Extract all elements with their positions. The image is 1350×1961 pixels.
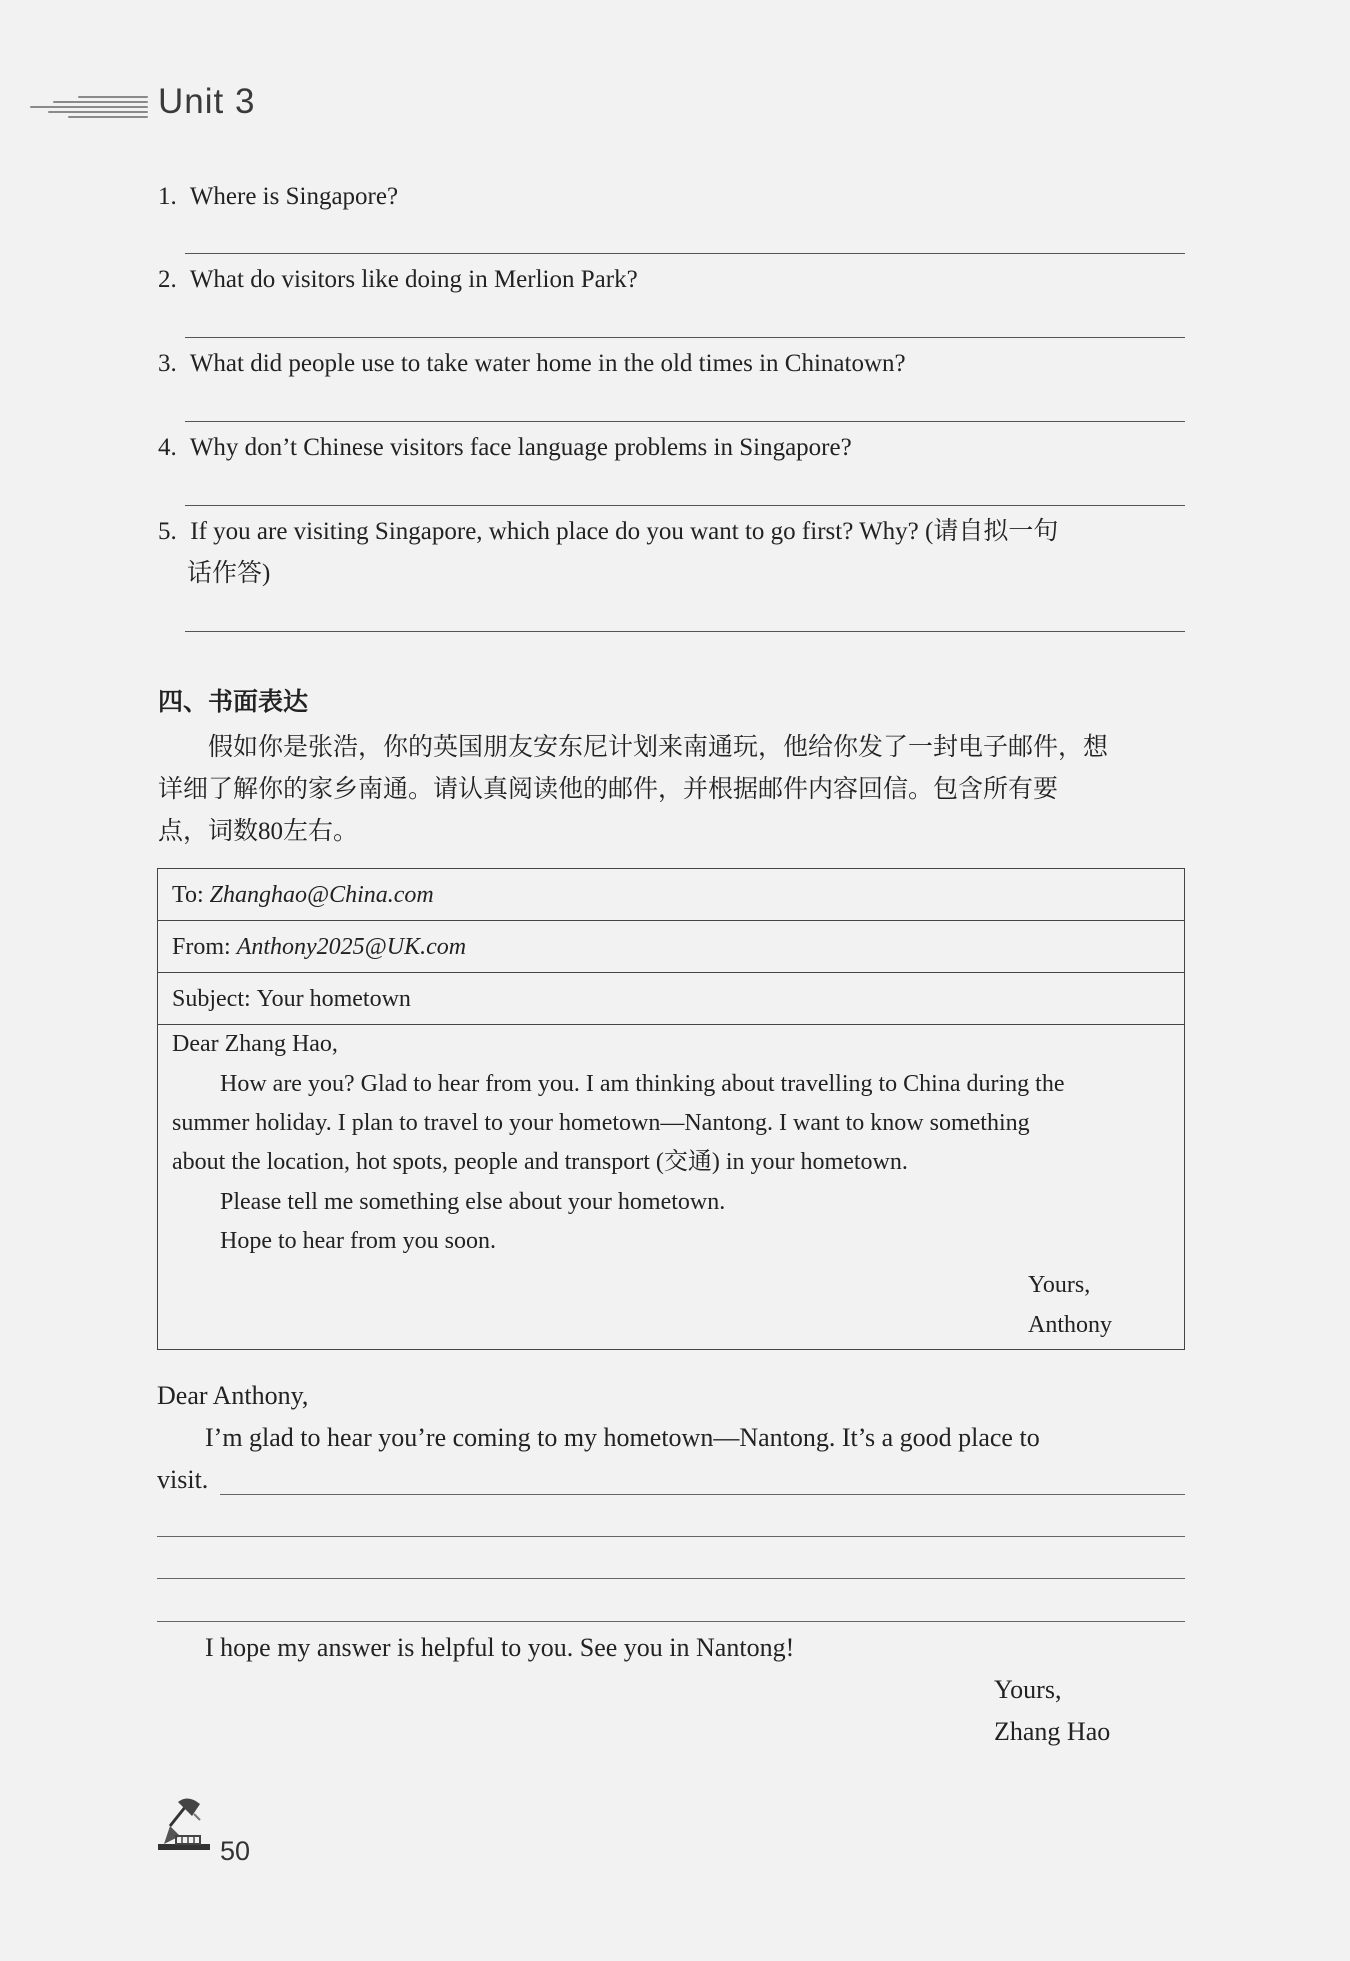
writing-line-2[interactable] [157,1536,1185,1537]
reply-signature: Zhang Hao [994,1717,1111,1746]
email-body-line-5: Hope to hear from you soon. [220,1228,496,1254]
page-number: 50 [220,1836,251,1866]
section-title: 四、书面表达 [158,687,309,716]
unit-title: Unit 3 [158,82,256,121]
reply-line-1: I’m glad to hear you’re coming to my hometown—Nantong. It’s a good place to [205,1423,1040,1452]
answer-line-4[interactable] [185,505,1185,506]
answer-line-2[interactable] [185,337,1185,338]
email-body-line-2: summer holiday. I plan to travel to your hometown—Nantong. I want to know something [172,1110,1030,1136]
instruction-line-1: 假如你是张浩，你的英国朋友安东尼计划来南通玩，他给你发了一封电子邮件，想 [208,734,1109,761]
reply-final-line: I hope my answer is helpful to you. See you in Nantong! [205,1633,795,1662]
writing-line-3[interactable] [157,1578,1185,1579]
question-number: 2. [158,266,177,293]
email-body-line-3: about the location, hot spots, people and transport (交通) in your hometown. [172,1149,908,1175]
question-number: 1. [158,183,177,210]
email-to-row [158,869,1184,921]
answer-line-3[interactable] [185,421,1185,422]
email-signature: Anthony [1028,1312,1112,1338]
desk-lamp-icon [156,1796,214,1852]
question-text: Where is Singapore? [189,183,399,210]
to-value: Zhanghao@China.com [209,882,434,908]
email-subject-row [158,973,1184,1025]
email-body-line-4: Please tell me something else about your hometown. [220,1189,726,1215]
email-greeting: Dear Zhang Hao, [172,1031,338,1057]
question-2 [158,259,1188,301]
email-closing: Yours, [1028,1272,1091,1298]
writing-line-4[interactable] [157,1621,1185,1622]
to-label: To: [172,882,204,908]
reply-closing: Yours, [994,1675,1062,1704]
question-4 [158,427,1188,469]
email-box [157,868,1185,1350]
email-body-line-1: How are you? Glad to hear from you. I am thinking about travelling to China during the [220,1071,1065,1097]
question-number: 5. [158,518,177,545]
writing-line-1[interactable] [220,1494,1185,1495]
subject-value: Your hometown [256,986,411,1012]
question-text: If you are visiting Singapore, which place do you want to go first? Why? (请自拟一句 [190,518,1059,545]
instruction-line-2: 详细了解你的家乡南通。请认真阅读他的邮件，并根据邮件内容回信。包含所有要 [158,776,1059,803]
question-text: Why don’t Chinese visitors face language problems in Singapore? [189,434,852,461]
reply-greeting: Dear Anthony, [157,1381,309,1410]
unit-header [20,82,420,132]
question-1 [158,176,1188,218]
question-5 [158,511,1188,553]
question-text: What did people use to take water home in the old times in Chinatown? [189,350,906,377]
answer-line-1[interactable] [185,253,1185,254]
question-5-continuation: 话作答) [187,560,271,587]
subject-label: Subject: [172,986,251,1012]
question-number: 4. [158,434,177,461]
from-value: Anthony2025@UK.com [236,934,467,960]
from-label: From: [172,934,231,960]
instruction-line-3: 点，词数80左右。 [158,818,359,845]
question-3 [158,343,1188,385]
question-text: What do visitors like doing in Merlion Park? [189,266,638,293]
email-from-row [158,921,1184,973]
speed-lines-decoration [20,96,148,120]
reply-line-2-start: visit. [157,1465,209,1494]
question-number: 3. [158,350,177,377]
answer-line-5[interactable] [185,631,1185,632]
